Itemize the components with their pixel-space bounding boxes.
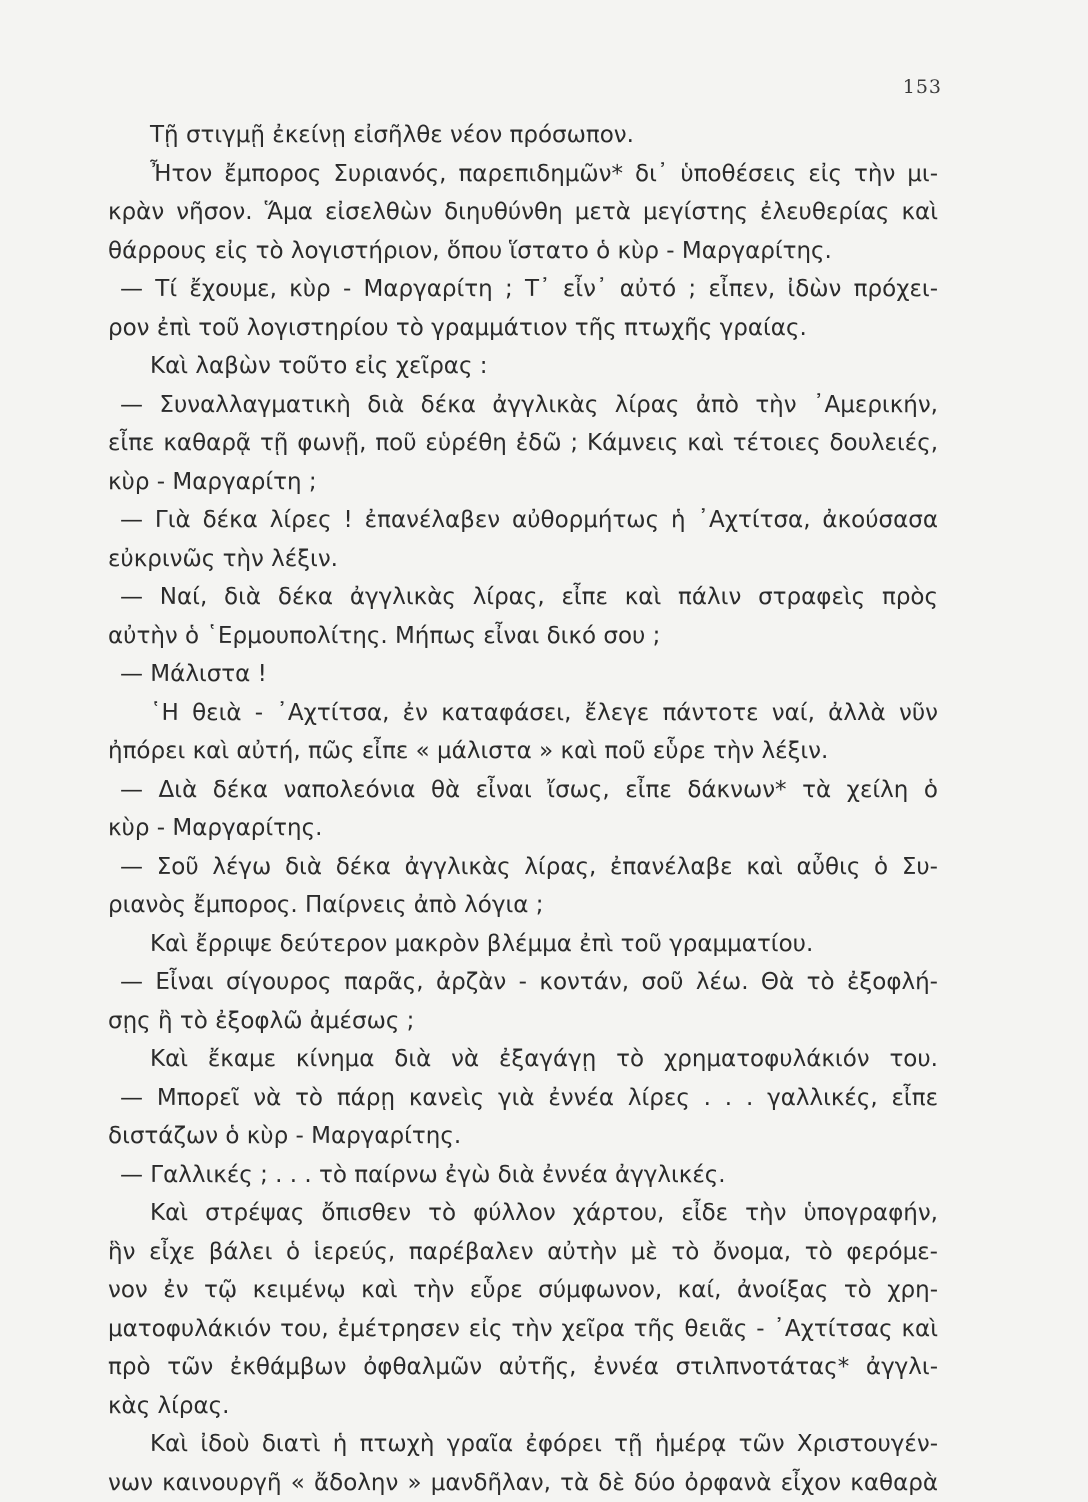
text-line: — Σοῦ λέγω διὰ δέκα ἀγγλικὰς λίρας, ἐπανέλαβε καὶ αὖθις ὁ Συ- bbox=[108, 848, 938, 887]
text-line: αὐτὴν ὁ ῾Ερμουπολίτης. Μήπως εἶναι δικό σου ; bbox=[108, 617, 938, 656]
text-line: νον ἐν τῷ κειμένῳ καὶ τὴν εὗρε σύμφωνον, καί, ἀνοίξας τὸ χρη- bbox=[108, 1271, 938, 1310]
text-line: — Μάλιστα ! bbox=[108, 655, 938, 694]
text-line: κὺρ - Μαργαρίτη ; bbox=[108, 463, 938, 502]
body-text bbox=[108, 116, 938, 1502]
text-line: — Συναλλαγματικὴ διὰ δέκα ἀγγλικὰς λίρας ἀπὸ τὴν ᾽Αμερικήν, bbox=[108, 386, 938, 425]
text-line: Καὶ ἔρριψε δεύτερον μακρὸν βλέμμα ἐπὶ τοῦ γραμματίου. bbox=[108, 925, 938, 964]
text-line: θάρρους εἰς τὸ λογιστήριον, ὅπου ἵστατο ὁ κὺρ - Μαργαρίτης. bbox=[108, 232, 938, 271]
text-line: Τῇ στιγμῇ ἐκείνῃ εἰσῆλθε νέον πρόσωπον. bbox=[108, 116, 938, 155]
text-line: ῾Η θειὰ - ᾽Αχτίτσα, ἐν καταφάσει, ἔλεγε πάντοτε ναί, ἀλλὰ νῦν bbox=[108, 694, 938, 733]
page-number: 153 bbox=[903, 76, 942, 98]
text-line: σῃς ἢ τὸ ἐξοφλῶ ἀμέσως ; bbox=[108, 1002, 938, 1041]
text-line: κρὰν νῆσον. Ἅμα εἰσελθὼν διηυθύνθη μετὰ μεγίστης ἐλευθερίας καὶ bbox=[108, 193, 938, 232]
text-line: νων καινουργῆ « ἄδολην » μανδῆλαν, τὰ δὲ δύο ὀρφανὰ εἶχον καθαρὰ bbox=[108, 1464, 938, 1502]
text-line: Ἦτον ἔμπορος Συριανός, παρεπιδημῶν* δι᾽ ὑποθέσεις εἰς τὴν μι- bbox=[108, 155, 938, 194]
text-line: κὰς λίρας. bbox=[108, 1387, 938, 1426]
text-line: — Γαλλικές ; . . . τὸ παίρνω ἐγὼ διὰ ἐννέα ἀγγλικές. bbox=[108, 1156, 938, 1195]
text-line: — Γιὰ δέκα λίρες ! ἐπανέλαβεν αὐθορμήτως ἡ ᾽Αχτίτσα, ἀκούσασα bbox=[108, 501, 938, 540]
text-line: — Ναί, διὰ δέκα ἀγγλικὰς λίρας, εἶπε καὶ πάλιν στραφεὶς πρὸς bbox=[108, 578, 938, 617]
text-line: εὐκρινῶς τὴν λέξιν. bbox=[108, 540, 938, 579]
text-line: ἣν εἶχε βάλει ὁ ἱερεύς, παρέβαλεν αὐτὴν μὲ τὸ ὄνομα, τὸ φερόμε- bbox=[108, 1233, 938, 1272]
text-line: Καὶ στρέψας ὄπισθεν τὸ φύλλον χάρτου, εἶδε τὴν ὑπογραφήν, bbox=[108, 1194, 938, 1233]
text-line: ἠπόρει καὶ αὐτή, πῶς εἶπε « μάλιστα » καὶ ποῦ εὗρε τὴν λέξιν. bbox=[108, 732, 938, 771]
text-line: εἶπε καθαρᾷ τῇ φωνῇ, ποῦ εὑρέθη ἐδῶ ; Κάμνεις καὶ τέτοιες δουλειές, bbox=[108, 424, 938, 463]
text-line: ματοφυλάκιόν του, ἐμέτρησεν εἰς τὴν χεῖρα τῆς θειᾶς - ᾽Αχτίτσας καὶ bbox=[108, 1310, 938, 1349]
text-line: κὺρ - Μαργαρίτης. bbox=[108, 809, 938, 848]
text-line: ριανὸς ἔμπορος. Παίρνεις ἀπὸ λόγια ; bbox=[108, 886, 938, 925]
text-line: ρον ἐπὶ τοῦ λογιστηρίου τὸ γραμμάτιον τῆς πτωχῆς γραίας. bbox=[108, 309, 938, 348]
text-line: Καὶ λαβὼν τοῦτο εἰς χεῖρας : bbox=[108, 347, 938, 386]
text-line: Καὶ ἔκαμε κίνημα διὰ νὰ ἐξαγάγῃ τὸ χρηματοφυλάκιόν του. bbox=[108, 1040, 938, 1079]
text-line: διστάζων ὁ κὺρ - Μαργαρίτης. bbox=[108, 1117, 938, 1156]
text-line: — Διὰ δέκα ναπολεόνια θὰ εἶναι ἴσως, εἶπε δάκνων* τὰ χείλη ὁ bbox=[108, 771, 938, 810]
text-line: — Μπορεῖ νὰ τὸ πάρῃ κανεὶς γιὰ ἐννέα λίρες . . . γαλλικές, εἶπε bbox=[108, 1079, 938, 1118]
text-line: Καὶ ἰδοὺ διατὶ ἡ πτωχὴ γραῖα ἐφόρει τῇ ἡμέρᾳ τῶν Χριστουγέν- bbox=[108, 1425, 938, 1464]
text-line: — Εἶναι σίγουρος παρᾶς, ἀρζὰν - κοντάν, σοῦ λέω. Θὰ τὸ ἐξοφλή- bbox=[108, 963, 938, 1002]
text-line: πρὸ τῶν ἐκθάμβων ὀφθαλμῶν αὐτῆς, ἐννέα στιλπνοτάτας* ἀγγλι- bbox=[108, 1348, 938, 1387]
text-line: — Τί ἔχουμε, κὺρ - Μαργαρίτη ; Τ᾽ εἶν᾽ αὐτό ; εἶπεν, ἰδὼν πρόχει- bbox=[108, 270, 938, 309]
